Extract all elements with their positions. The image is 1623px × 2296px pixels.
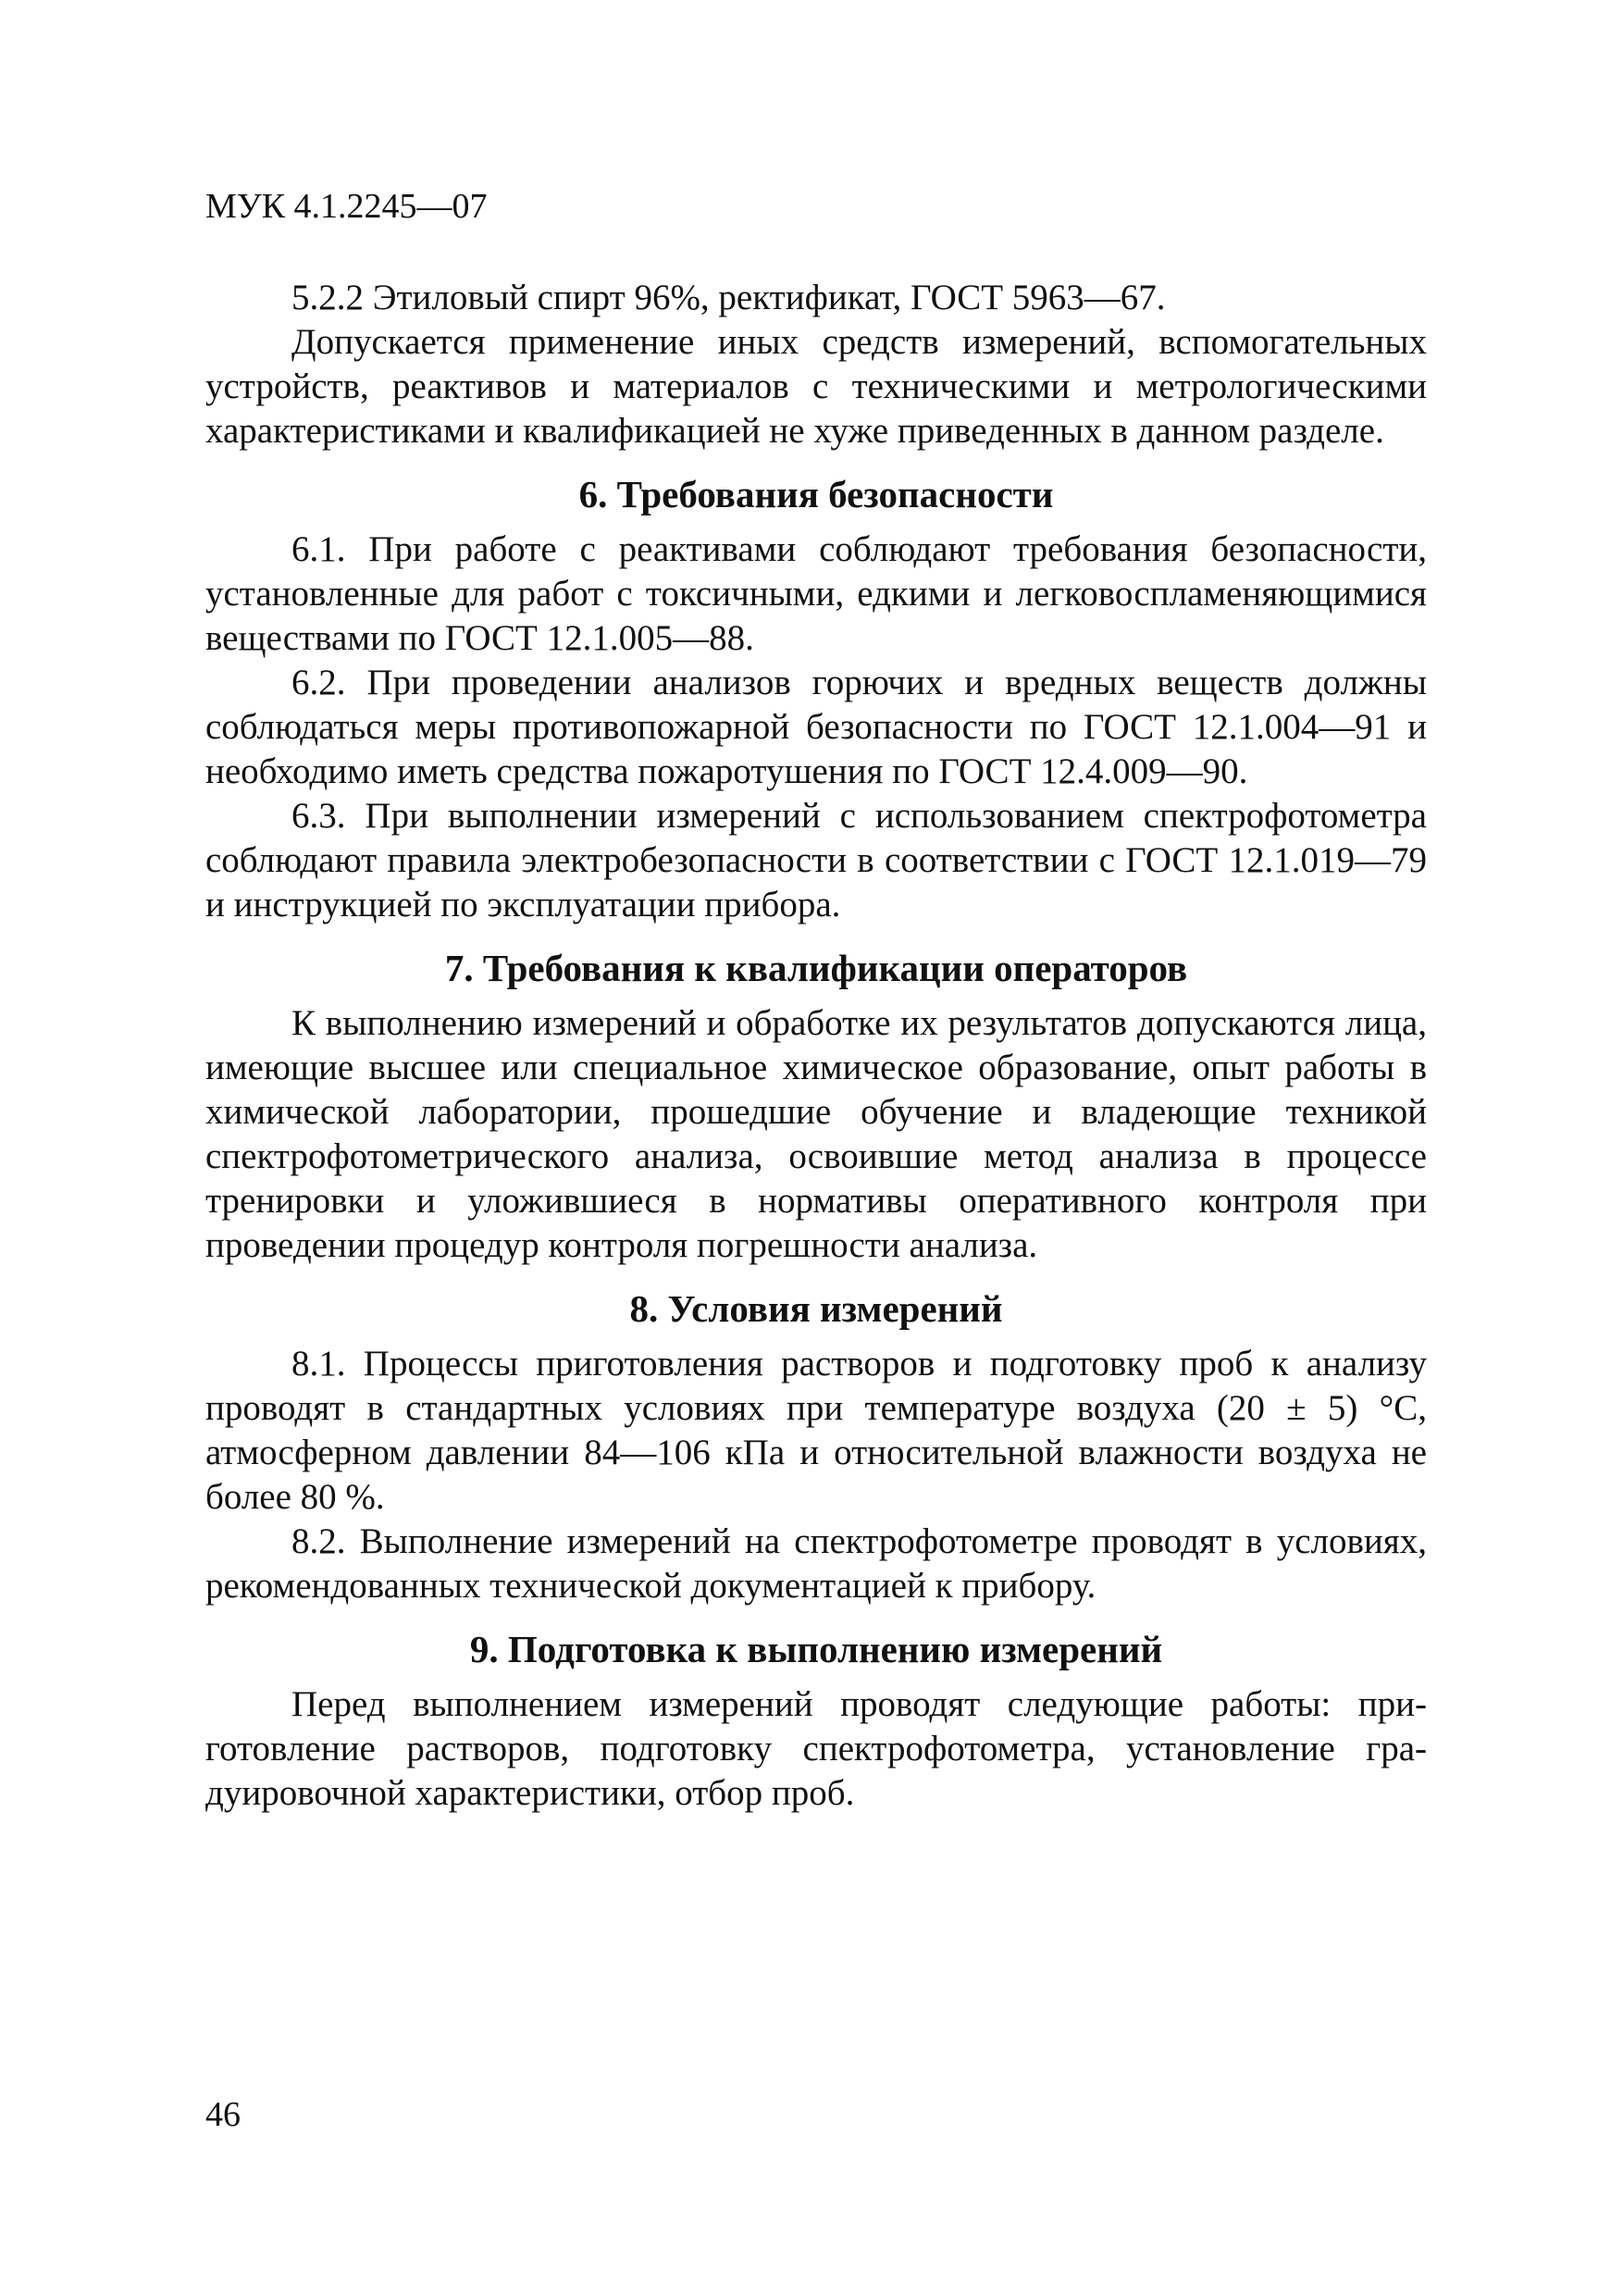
section-7-heading: 7. Требования к квалификации операторов [444, 947, 1188, 989]
section-8-heading: 8. Условия измерений [629, 1287, 1003, 1330]
paragraph-6-1: 6.1. При работе с реактивами соблюдают требования безопасности, установленные для работ с токсичными, едкими и легковоспламеняющимися веществами по ГОСТ 12.1.005—88. [205, 529, 1427, 658]
paragraph-6-3: 6.3. При выполнении измерений с использованием спектрофотометра соблюдают правила электробезопасности в соответствии с ГОСТ 12.1.019—79 и инструкцией по эксплуатации прибора. [205, 796, 1427, 925]
paragraph-8-2: 8.2. Выполнение измерений на спектрофотометре проводят в условиях, рекомендованных технической документацией к прибору. [205, 1521, 1427, 1606]
paragraph-5-2-2: 5.2.2 Этиловый спирт 96%, ректификат, ГОСТ 5963—67. [291, 278, 1166, 317]
running-header: МУК 4.1.2245—07 [205, 187, 488, 226]
paragraph-7: К выполнению измерений и обработке их результатов допускаются лица, имеющие высшее или специальное химическое образование, опыт работы в химической лаборатории, прошедшие обучение и владеющие техникой спектрофотометрического анализа, освоившие метод анализа в процессе тренировки и уложившиеся в нормативы оперативного контроля при проведении процедур контроля погрешности анализа. [205, 1003, 1427, 1265]
paragraph-allowance: Допускается применение иных средств измерений, вспомогательных устройств, реактивов и материалов с техническими и метрологическими характеристиками и квалификацией не хуже приведенных в данном разделе. [205, 322, 1427, 451]
paragraph-6-2: 6.2. При проведении анализов горючих и вредных веществ должны соблюдаться меры противопожарной безопасности по ГОСТ 12.1.004—91 и необходимо иметь средства пожаротушения по ГОСТ 12.4.009—90. [205, 663, 1427, 791]
page-body [205, 276, 1427, 1816]
paragraph-9: Перед выполнением измерений проводят следующие работы: приготовление растворов, подготовку спектрофотометра, установление градуировочной характеристики, отбор проб. [205, 1684, 1427, 1813]
paragraph-8-1: 8.1. Процессы приготовления растворов и подготовку проб к анализу проводят в стандартных условиях при температуре воздуха (20 ± 5) °С, атмосферном давлении 84—106 кПа и относительной влажности воздуха не более 80 %. [205, 1344, 1427, 1517]
section-9-heading: 9. Подготовка к выполнению измерений [469, 1628, 1163, 1670]
section-6-heading: 6. Требования безопасности [578, 473, 1054, 515]
page-number: 46 [205, 2095, 241, 2134]
